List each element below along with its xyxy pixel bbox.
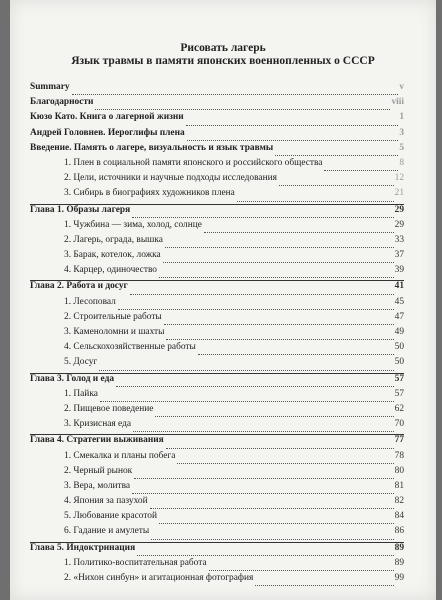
toc-page-number: 86 xyxy=(394,526,404,537)
toc-page-number: 29 xyxy=(394,204,404,215)
toc-leader-dots xyxy=(99,370,393,371)
toc-page-number: 47 xyxy=(394,311,404,322)
toc-page-number: 39 xyxy=(394,265,404,276)
toc-leader-dots xyxy=(137,555,393,556)
toc-entry xyxy=(30,250,404,265)
toc-chapter-entry xyxy=(30,543,404,558)
toc-page-number: 12 xyxy=(394,173,404,184)
toc-page-number: 57 xyxy=(394,388,404,399)
toc-leader-dots xyxy=(165,247,394,248)
toc-page-number: 3 xyxy=(399,127,404,138)
toc-leader-dots xyxy=(255,585,393,586)
toc-leader-dots xyxy=(279,185,394,186)
toc-entry xyxy=(30,451,404,466)
toc-entry-label: 2. «Нихон синбун» и агитационная фотография xyxy=(64,573,254,583)
toc-entry xyxy=(30,526,404,541)
toc-page-number: 8 xyxy=(399,157,404,168)
toc-chapter-entry xyxy=(30,205,404,220)
toc-page-number: 45 xyxy=(394,296,404,307)
toc-entry xyxy=(30,158,404,173)
toc-page-number: 21 xyxy=(394,188,404,199)
toc-entry-label: 4. Карцер, одиночество xyxy=(64,265,157,276)
toc-entry-label: 6. Гадание и амулеты xyxy=(64,526,150,537)
toc-entry-label: 3. Барак, котелок, ложка xyxy=(64,250,161,261)
toc-page-number: 29 xyxy=(394,219,404,230)
toc-entry xyxy=(30,128,404,143)
toc-entry-label: 2. Цели, источники и научные подходы исследования xyxy=(64,173,277,184)
toc-leader-dots xyxy=(133,431,394,432)
toc-leader-dots xyxy=(198,354,394,355)
toc-entry-label: Глава 3. Голод и еда xyxy=(30,373,115,384)
toc-entry-label: 5. Любование красотой xyxy=(64,511,158,522)
toc-entry-label: 3. Кризисная еда xyxy=(64,419,132,430)
book-title: Рисовать лагерь xyxy=(180,42,266,54)
toc-chapter-entry xyxy=(30,281,404,296)
toc-entry-label: 5. Досуг xyxy=(64,357,98,368)
table-of-contents xyxy=(30,82,404,588)
toc-entry-label: Глава 4. Стратегии выживания xyxy=(30,435,164,446)
toc-page-number: 84 xyxy=(394,511,404,522)
toc-page-number: v xyxy=(399,82,404,92)
toc-entry xyxy=(30,312,404,327)
toc-entry-label: Глава 1. Образы лагеря xyxy=(30,204,131,215)
toc-leader-dots xyxy=(132,493,394,494)
toc-chapter-entry xyxy=(30,374,404,389)
toc-entry xyxy=(30,496,404,511)
toc-entry-label: 2. Строительные работы xyxy=(64,311,162,322)
toc-page-number: 80 xyxy=(394,465,404,476)
toc-leader-dots xyxy=(132,217,393,218)
toc-leader-dots xyxy=(151,539,393,540)
toc-entry-label: 1. Плен в социальной памяти японского и российского общества xyxy=(64,157,323,168)
toc-entry xyxy=(30,173,404,188)
toc-page-number: 81 xyxy=(394,480,404,491)
toc-entry-label: Глава 5. Индоктринация xyxy=(30,542,136,553)
toc-entry xyxy=(30,357,404,372)
toc-leader-dots xyxy=(72,94,399,95)
toc-entry xyxy=(30,143,404,158)
toc-leader-dots xyxy=(155,416,393,417)
toc-leader-dots xyxy=(118,309,394,310)
toc-entry xyxy=(30,558,404,573)
toc-entry-label: 4. Япония за пазухой xyxy=(64,496,148,507)
toc-leader-dots xyxy=(163,262,394,263)
toc-page-number: 77 xyxy=(394,435,404,446)
toc-entry-label: Глава 2. Работа и досуг xyxy=(30,281,128,292)
toc-entry-label: Благодарности xyxy=(30,97,94,108)
toc-chapter-entry xyxy=(30,435,404,450)
document-page xyxy=(10,0,436,600)
toc-page-number: 89 xyxy=(394,557,404,568)
toc-leader-dots xyxy=(164,324,394,325)
toc-leader-dots xyxy=(159,523,394,524)
toc-page-number: 62 xyxy=(394,403,404,414)
toc-page-number: 82 xyxy=(394,496,404,507)
toc-entry-label: 1. Смекалка и планы побега xyxy=(64,450,176,461)
toc-leader-dots xyxy=(177,463,393,464)
toc-leader-dots xyxy=(324,170,398,171)
toc-page-number: 50 xyxy=(394,342,404,353)
toc-entry-label: 3. Сибирь в биографиях художников плена xyxy=(64,188,235,199)
toc-entry-label: Введение. Память о лагере, визуальность и язык травмы xyxy=(30,142,274,153)
toc-page-number: 37 xyxy=(394,250,404,261)
toc-entry-label: Андрей Головнев. Иероглифы плена xyxy=(30,127,185,138)
toc-entry xyxy=(30,327,404,342)
toc-entry xyxy=(30,220,404,235)
toc-page-number: 57 xyxy=(394,373,404,384)
toc-leader-dots xyxy=(237,201,394,202)
toc-entry xyxy=(30,389,404,404)
toc-entry xyxy=(30,265,404,280)
toc-page-number: 78 xyxy=(394,450,404,461)
toc-entry-label: 3. Каменоломни и шахты xyxy=(64,327,165,337)
toc-entry xyxy=(30,112,404,127)
toc-page-number: 50 xyxy=(394,357,404,368)
toc-entry-label: Summary xyxy=(30,82,70,92)
toc-entry xyxy=(30,419,404,434)
toc-leader-dots xyxy=(95,109,390,110)
toc-leader-dots xyxy=(186,125,399,126)
toc-entry-label: 1. Пайка xyxy=(64,388,98,399)
toc-page-number: 33 xyxy=(394,234,404,245)
toc-leader-dots xyxy=(275,155,398,156)
toc-leader-dots xyxy=(166,448,394,449)
toc-leader-dots xyxy=(134,478,393,479)
toc-entry-label: 2. Лагерь, ограда, вышка xyxy=(64,234,163,245)
toc-leader-dots xyxy=(187,140,399,141)
toc-page-number: 89 xyxy=(394,542,404,553)
toc-entry-label: 2. Черный рынок xyxy=(64,465,133,476)
toc-entry xyxy=(30,235,404,250)
toc-leader-dots xyxy=(159,277,394,278)
toc-leader-dots xyxy=(166,339,393,340)
toc-page-number: 99 xyxy=(394,573,404,583)
toc-page-number: 70 xyxy=(394,419,404,430)
toc-leader-dots xyxy=(116,386,394,387)
toc-page-number: 1 xyxy=(399,112,404,123)
toc-entry xyxy=(30,573,404,588)
book-subtitle: Язык травмы в памяти японских военнопленных о СССР xyxy=(71,55,375,67)
toc-entry xyxy=(30,82,404,97)
toc-leader-dots xyxy=(150,508,394,509)
toc-entry xyxy=(30,466,404,481)
toc-leader-dots xyxy=(100,401,394,402)
toc-page-number: 5 xyxy=(399,142,404,153)
toc-entry xyxy=(30,188,404,203)
toc-leader-dots xyxy=(204,232,394,233)
toc-entry-label: Кюзо Като. Книга о лагерной жизни xyxy=(30,112,184,123)
toc-entry-label: 2. Пищевое поведение xyxy=(64,403,154,414)
toc-entry-label: 3. Вера, молитва xyxy=(64,480,131,491)
toc-page-number: 49 xyxy=(394,327,404,337)
toc-entry-label: 1. Политико-воспитательная работа xyxy=(64,557,207,568)
toc-entry-label: 1. Чужбина — зима, холод, солнце xyxy=(64,219,202,230)
toc-leader-dots xyxy=(209,570,394,571)
toc-page-number: viii xyxy=(391,97,404,108)
toc-entry xyxy=(30,511,404,526)
toc-entry xyxy=(30,481,404,496)
title-block xyxy=(10,42,436,68)
toc-entry xyxy=(30,342,404,357)
toc-entry xyxy=(30,97,404,112)
toc-page-number: 41 xyxy=(394,281,404,292)
toc-entry xyxy=(30,404,404,419)
toc-entry xyxy=(30,297,404,312)
toc-entry-label: 4. Сельскохозяйственные работы xyxy=(64,342,196,353)
toc-entry-label: 1. Лесоповал xyxy=(64,296,116,307)
toc-leader-dots xyxy=(130,294,394,295)
